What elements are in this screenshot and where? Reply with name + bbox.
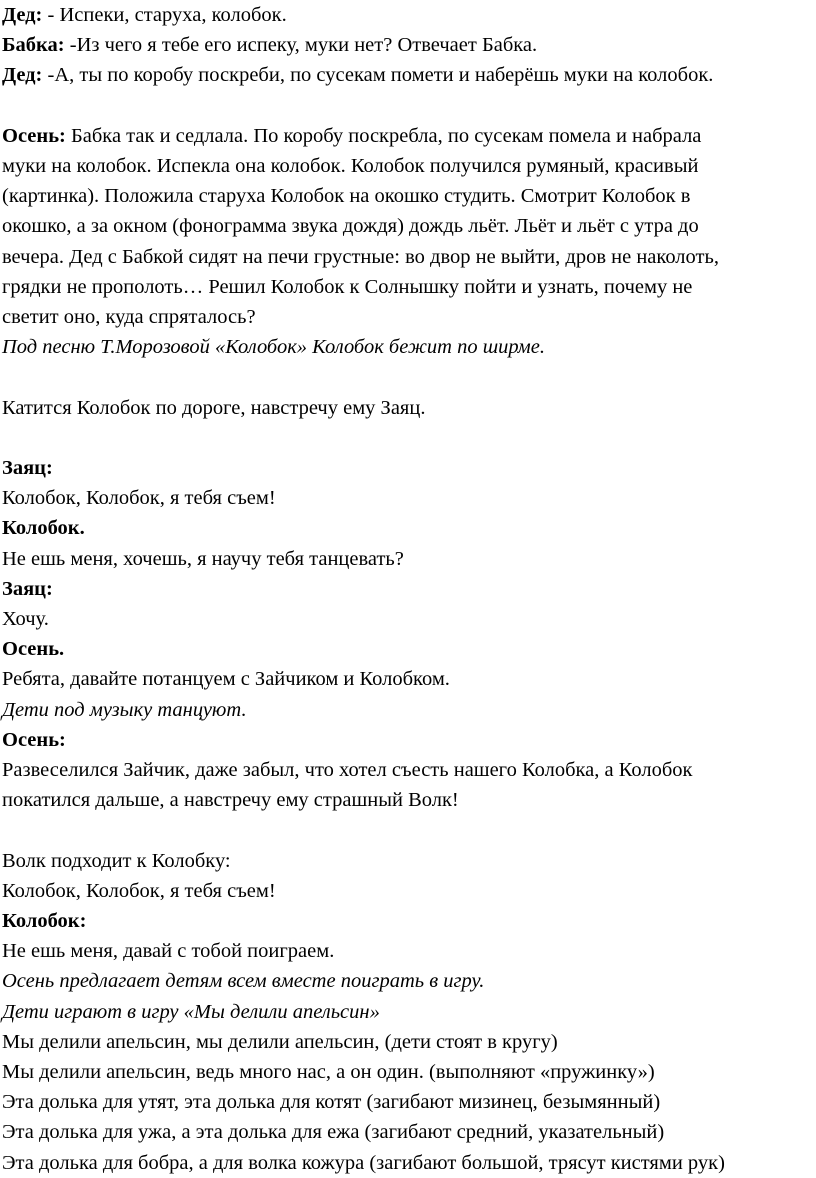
speaker-heading: Колобок: bbox=[2, 910, 87, 933]
dialogue-line: Ребята, давайте потанцуем с Зайчиком и Колобком. bbox=[2, 668, 450, 691]
game-verse-line: Мы делили апельсин, ведь много нас, а он один. (выполняют «пружинку») bbox=[2, 1061, 655, 1084]
dialogue-line bbox=[2, 0, 814, 30]
stage-direction: Дети играют в игру «Мы делили апельсин» bbox=[2, 1000, 380, 1023]
dialogue-line bbox=[2, 60, 814, 90]
speaker-heading: Осень. bbox=[2, 638, 65, 661]
narration-line: светит оно, куда спряталось? bbox=[2, 306, 256, 329]
game-verse-line: Эта долька для утят, эта долька для котят (загибают мизинец, безымянный) bbox=[2, 1091, 661, 1114]
narration-line: окошко, а за окном (фонограмма звука дождя) дождь льёт. Льёт и льёт с утра до bbox=[2, 215, 699, 238]
spacer bbox=[2, 815, 814, 845]
spacer bbox=[2, 423, 814, 453]
line-text: -Из чего я тебе его испеку, муки нет? Отвечает Бабка. bbox=[64, 34, 538, 57]
speaker-heading: Заяц: bbox=[2, 577, 53, 600]
spacer bbox=[2, 91, 814, 121]
speaker-heading: Колобок. bbox=[2, 517, 85, 540]
speaker-label: Дед: bbox=[2, 64, 43, 87]
narration-line bbox=[2, 121, 814, 151]
speaker-label: Дед: bbox=[2, 4, 43, 26]
narration-line: Катится Колобок по дороге, навстречу ему Заяц. bbox=[2, 396, 426, 419]
game-verse-line: Мы делили апельсин, мы делили апельсин, (дети стоят в кругу) bbox=[2, 1030, 558, 1053]
dialogue-line: Хочу. bbox=[2, 608, 49, 631]
dialogue-line: Колобок, Колобок, я тебя съем! bbox=[2, 879, 276, 902]
game-verse-line: Эта долька для ужа, а эта долька для ежа (загибают средний, указательный) bbox=[2, 1121, 665, 1144]
stage-direction: Под песню Т.Морозовой «Колобок» Колобок бежит по ширме. bbox=[2, 336, 545, 359]
line-text: - Испеки, старуха, колобок. bbox=[42, 4, 287, 26]
line-text: Бабка так и седлала. По коробу поскребла, по сусекам помела и набрала bbox=[65, 124, 702, 147]
narration-line: вечера. Дед с Бабкой сидят на печи грустные: во двор не выйти, дров не наколоть, bbox=[2, 245, 719, 268]
dialogue-line: Не ешь меня, давай с тобой поиграем. bbox=[2, 940, 335, 963]
stage-direction: Осень предлагает детям всем вместе поиграть в игру. bbox=[2, 970, 485, 993]
speaker-label: Осень: bbox=[2, 124, 66, 147]
dialogue-line: Не ешь меня, хочешь, я научу тебя танцевать? bbox=[2, 547, 404, 570]
line-text: -А, ты по коробу поскреби, по сусекам помети и наберёшь муки на колобок. bbox=[42, 64, 714, 87]
narration-line: Волк подходит к Колобку: bbox=[2, 849, 231, 872]
narration-line: (картинка). Положила старуха Колобок на окошко студить. Смотрит Колобок в bbox=[2, 185, 691, 208]
stage-direction: Дети под музыку танцуют. bbox=[2, 698, 247, 721]
dialogue-line: покатился дальше, а навстречу ему страшный Волк! bbox=[2, 789, 459, 812]
dialogue-line bbox=[2, 30, 814, 60]
speaker-heading: Заяц: bbox=[2, 457, 53, 479]
speaker-label: Бабка: bbox=[2, 34, 65, 57]
narration-line: муки на колобок. Испекла она колобок. Колобок получился румяный, красивый bbox=[2, 155, 699, 177]
speaker-heading: Осень: bbox=[2, 728, 66, 751]
narration-line: грядки не прополоть… Решил Колобок к Солнышку пойти и узнать, почему не bbox=[2, 275, 693, 298]
spacer bbox=[2, 362, 814, 392]
dialogue-line: Колобок, Колобок, я тебя съем! bbox=[2, 487, 276, 510]
game-verse-line: Эта долька для бобра, а для волка кожура (загибают большой, трясут кистями рук) bbox=[2, 1151, 725, 1174]
dialogue-line: Развеселился Зайчик, даже забыл, что хотел съесть нашего Колобка, а Колобок bbox=[2, 759, 693, 782]
